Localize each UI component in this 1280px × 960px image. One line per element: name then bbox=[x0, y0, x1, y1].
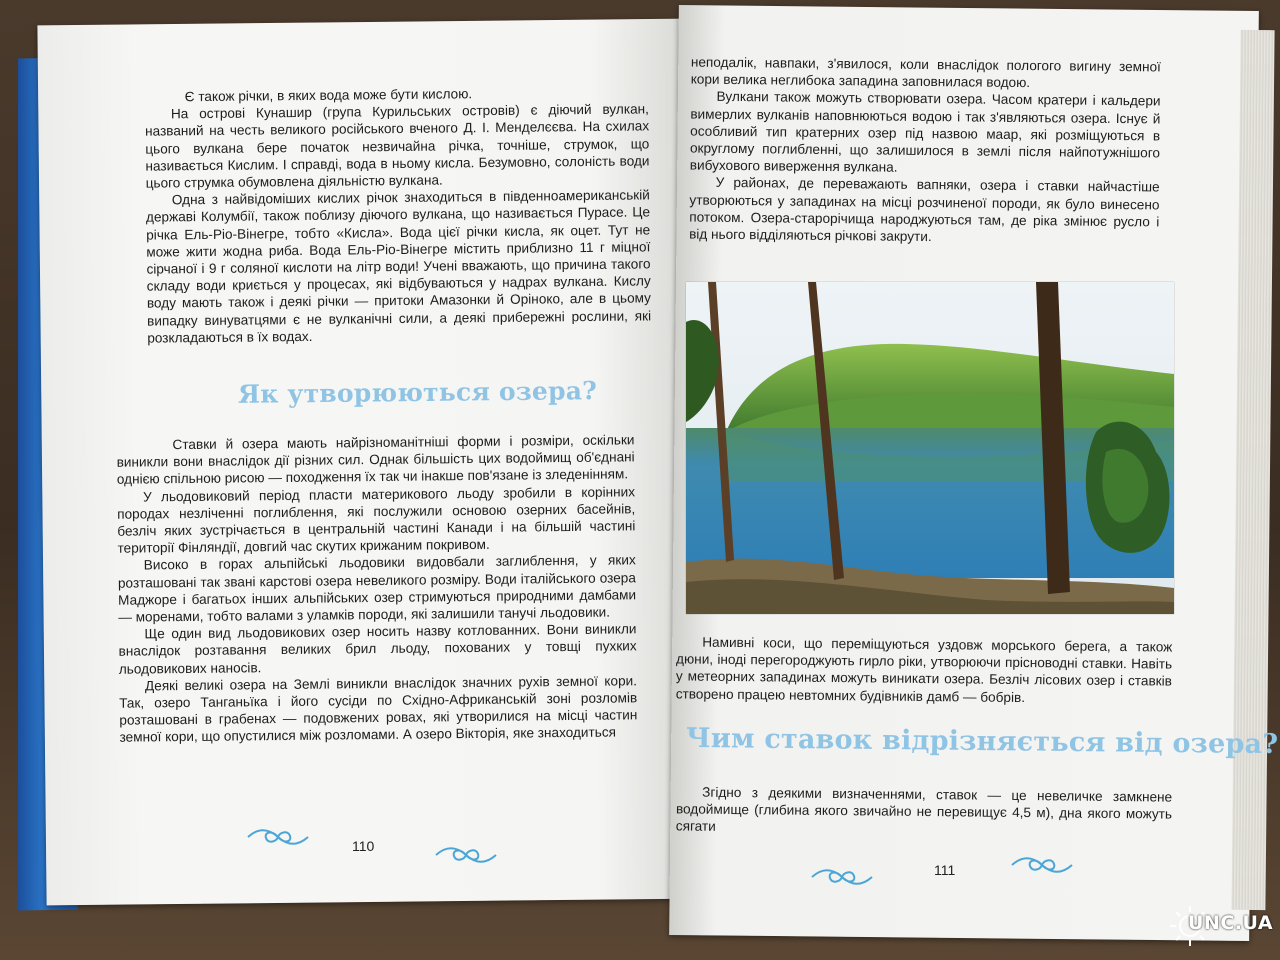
paragraph: У льодовиковий період пласти материкового льоду зробили в корінних породах незліченні поглиблення, які послужили основою озерних басейнів, безліч яких зустрічається в центральній частині Канади і на більшій частині території Фінляндії, довгий час скутих крижаним покривом. bbox=[117, 483, 636, 556]
paragraph: Одна з найвідоміших кислих річок знаходиться в південноамериканській державі Колумбії, також поблизу діючого вулкана, що називається Пурасе. Це річка Ель-Ріо-Вінегре, тобто «Кисла». Вода цієї річки кисла, як оцет. Тут не може жити жодна риба. Вода Ель-Ріо-Вінегре містить приблизно 11 г міцної сірчаної і 9 г соляної кислоти на літр води! Учені вважають, що причина такого складу води криється у процесах, які відбуваються у надрах вулкана. Кислу воду мають також і деякі річки — притоки Амазонки й Оріноко, але в цьому випадку винуватцями є не вулканічні сили, а деякі прибережні рослини, які розкладаються в їх водах. bbox=[145, 187, 652, 346]
paragraph: неподалік, навпаки, з'явилося, коли внаслідок пологого вигину земної кори велика неглибока западина заповнилася водою. bbox=[690, 54, 1161, 91]
lake-forest-photo-image bbox=[686, 282, 1174, 614]
paragraph: Високо в горах альпійські льодовики видовбали заглиблення, у яких розташовані так звані карстові озера невеликого розміру. Води італійського озера Маджоре і багатьох інших альпійських озер стримуються природними дамбами — моренами, тобто валами з уламків породи, які залишили танучі льодовики. bbox=[117, 552, 637, 625]
section-heading-pond-vs-lake: Чим ставок відрізняється від озера? bbox=[685, 722, 1279, 761]
ornament-icon bbox=[434, 844, 498, 866]
right-text-block-1 bbox=[689, 54, 1161, 248]
paragraph: Вулкани також можуть створювати озера. Часом кратери і кальдери вимерлих вулканів наповнюються водою і так з'являються озера. Існує й особливий тип кратерних озер під назвою маар, які розміщуються в округлому поглибленні, що залишилося в землі після найпотужнішого вибухового виверження вулкана. bbox=[689, 89, 1161, 175]
paragraph: Деякі великі озера на Землі виникли внаслідок значних рухів земної кори. Так, озеро Танганьїка і його сусіди по Східно-Африканській зоні розломів розташовані в грабенах — подовжених ровах, які утворилися на місці частин земної кори, що опустилися між розломами. А озеро Вікторія, яке знаходиться bbox=[119, 673, 638, 746]
paragraph: На острові Кунашир (група Курильських островів) є діючий вулкан, названий на честь великого російського вченого Д. І. Менделєєва. На схилах цього вулкана бере початок незвичайна річка, точніше, струмок, що називається Кислим. І справді, вода в ньому кисла. Безумовно, солоність води цього струмка обумовлена діяльністю вулкана. bbox=[145, 101, 650, 191]
right-text-block-2 bbox=[676, 633, 1173, 707]
paragraph: Ще один вид льодовикових озер носить назву котлованних. Вони виникли внаслідок розтавання великих брил льоду, похованих у товщі пухких льодовикових наносів. bbox=[118, 621, 637, 677]
page-number-right: 111 bbox=[934, 862, 956, 878]
paragraph: Є також річки, в яких вода може бути кислою. bbox=[184, 86, 473, 105]
paragraph: Намивні коси, що переміщуються уздовж морського берега, а також дюни, іноді перегороджують гирло ріки, утворюючи прісноводні ставки. Навіть у метеорних западинах можуть виникати озера. Безліч лісових озер і ставків створено працею невтомних будівників дамб — бобрів. bbox=[675, 634, 1173, 705]
right-text-block-3 bbox=[676, 783, 1173, 840]
ornament-icon bbox=[810, 866, 874, 888]
paragraph: Ставки й озера мають найрізноманітніші форми і розміри, оскільки виникли вони внаслідок дії різних сил. Однак більшість цих водоймищ об'єднані однією спільною рисою — походження їх так чи інакше пов'язане із зледенінням. bbox=[116, 432, 635, 488]
left-text-block-1 bbox=[145, 83, 652, 346]
lake-forest-photo bbox=[686, 282, 1174, 614]
left-text-block-2 bbox=[116, 431, 637, 746]
paragraph: У районах, де переважають вапняки, озера і ставки найчастіше утворюються у западинах на місці розчиненої породи, як було винесено потоком. Озера-старорічища народжуються там, де ріка змінює русло і від нього відділяються річкові закрути. bbox=[689, 175, 1160, 245]
section-heading-lakes: Як утворюються озера? bbox=[237, 376, 598, 409]
paragraph: Згідно з деякими визначеннями, ставок — це невеличке замкнене водоймище (глибина якого звичайно не перевищує 4,5 м), дна якого можуть сягати bbox=[675, 784, 1173, 835]
ornament-icon bbox=[1010, 854, 1074, 876]
ornament-icon bbox=[246, 826, 310, 848]
page-number-left: 110 bbox=[352, 838, 375, 854]
watermark-text: UNC.UA bbox=[1188, 912, 1274, 934]
